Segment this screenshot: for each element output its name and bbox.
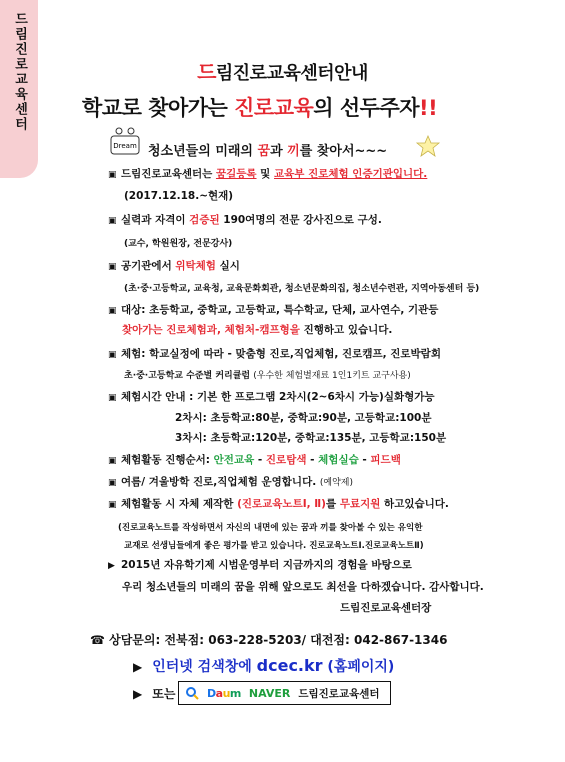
web-a: 인터넷 검색창에 xyxy=(152,659,257,675)
line-5 xyxy=(108,259,240,274)
headline-part-a: 학교로 찾아가는 xyxy=(82,96,235,120)
l3a: 실력과 자격이 xyxy=(121,214,190,226)
l3b: 검증된 xyxy=(189,214,220,226)
l14g: - xyxy=(358,454,371,466)
naver-logo: NAVER xyxy=(248,686,291,700)
star-icon xyxy=(412,135,444,157)
title-first-char: 드 xyxy=(197,60,216,84)
triangle-bullet-icon: ▶ xyxy=(133,687,143,701)
headline-part-c: 의 선두주자 xyxy=(313,96,420,120)
sub-a: 청소년들의 미래의 xyxy=(148,144,258,159)
l15a: 여름/ 겨울방학 진로,직업체험 운영합니다. xyxy=(121,476,320,488)
line-19 xyxy=(108,558,412,573)
l5c: 실시 xyxy=(215,260,240,272)
headline-part-d: !! xyxy=(419,96,438,120)
line-4: (교수, 학원원장, 전문강사) xyxy=(124,239,233,249)
search-term: 드림진로교육센터 xyxy=(298,687,380,700)
l7: 대상: 초등학교, 중학교, 고등학교, 특수학교, 단체, 교사연수, 기관등 xyxy=(121,304,439,316)
square-bullet-icon: ▣ xyxy=(108,478,117,488)
daum-u: u xyxy=(222,686,230,700)
dream-character-icon xyxy=(108,124,142,158)
website-url[interactable]: dcec.kr xyxy=(256,656,323,675)
line-17: (진로교육노트를 작성하면서 자신의 내면에 있는 꿈과 끼를 찾아볼 수 있는 유익한 xyxy=(118,523,423,533)
square-bullet-icon: ▣ xyxy=(108,170,117,180)
l3c: 190여명의 전문 강사진으로 구성. xyxy=(219,214,382,226)
line-3 xyxy=(108,213,382,228)
l14d: 진로탐색 xyxy=(265,454,307,466)
square-bullet-icon: ▣ xyxy=(108,456,117,466)
l16a: 체험활동 시 자체 제작한 xyxy=(121,498,238,510)
l8b: 진행하고 있습니다. xyxy=(299,324,393,336)
line-13: 3차시: 초등학교:120분, 중학교:135분, 고등학교:150분 xyxy=(175,432,447,444)
or-label: 또는 xyxy=(152,687,176,701)
daum-logo xyxy=(207,687,241,700)
l14f: 체험실습 xyxy=(318,454,359,466)
line-15 xyxy=(108,475,353,490)
l19: 2015년 자유학기제 시범운영부터 지금까지의 경험을 바탕으로 xyxy=(121,559,412,571)
sub-b: 꿈 xyxy=(257,144,271,159)
line-12: 2차시: 초등학교:80분, 중학교:90분, 고등학교:100분 xyxy=(175,412,432,424)
contact-info: ☎ 상담문의: 전북점: 063-228-5203/ 대전점: 042-867-1346 xyxy=(90,633,448,647)
daum-m: m xyxy=(229,686,241,700)
line-16 xyxy=(108,497,449,512)
square-bullet-icon: ▣ xyxy=(108,350,117,360)
l14e: - xyxy=(306,454,319,466)
line-7 xyxy=(108,303,438,318)
l11: 체험시간 안내 : 기본 한 프로그램 2차시(2~6차시 가능)실화형가능 xyxy=(121,391,435,403)
square-bullet-icon: ▣ xyxy=(108,216,117,226)
daum-a: a xyxy=(215,686,223,700)
line-10 xyxy=(124,369,411,383)
or-line xyxy=(133,685,175,702)
line-14 xyxy=(108,453,401,468)
l16e: 하고있습니다. xyxy=(380,498,449,510)
sub-c: 과 xyxy=(270,144,288,159)
l14a: 체험활동 진행순서: xyxy=(121,454,214,466)
l14c: - xyxy=(254,454,266,466)
l9: 체험: 학교실정에 따라 - 맞춤형 진로,직업체험, 진로캠프, 진로박람회 xyxy=(121,348,441,360)
sub-e: 를 찾아서~~~ xyxy=(299,144,388,159)
headline xyxy=(82,92,437,122)
sub-d: 끼 xyxy=(287,144,300,159)
title-rest: 림진로교육센터안내 xyxy=(215,63,368,84)
line-20: 우리 청소년들의 미래의 꿈을 위해 앞으로도 최선을 다하겠습니다. 감사합니다. xyxy=(122,581,484,593)
l8a: 찾아가는 진로체험과, 체험처-캠프형을 xyxy=(122,324,300,336)
side-tab-label: 드림진로교육센터 xyxy=(12,12,27,132)
headline-part-b: 진로교육 xyxy=(234,96,314,120)
l16c: 를 xyxy=(326,498,340,510)
l10b: (우수한 체험별재료 1인1키트 교구사용) xyxy=(253,371,411,381)
square-bullet-icon: ▣ xyxy=(108,306,117,316)
l1c: 및 xyxy=(256,168,274,180)
l14h: 피드백 xyxy=(370,454,401,466)
web-c: (홈페이지) xyxy=(322,659,395,675)
l1b: 꿈길등록 xyxy=(215,168,257,180)
l1d: 교육부 진로체험 인증기관입니다. xyxy=(274,168,428,180)
page-title xyxy=(0,56,565,85)
daum-d: D xyxy=(207,686,216,700)
line-6: (초·중·고등학교, 교육청, 교육문화회관, 청소년문화의집, 청소년수련관, 지역아동센터 등) xyxy=(124,284,480,294)
l16b: (진로교육노트Ⅰ, Ⅱ) xyxy=(237,498,326,510)
line-1 xyxy=(108,167,427,182)
line-8 xyxy=(122,323,392,337)
l16d: 무료지원 xyxy=(339,498,381,510)
l15b: (예약제) xyxy=(319,478,353,488)
search-icon xyxy=(185,686,199,700)
search-box[interactable] xyxy=(178,681,391,705)
side-tab xyxy=(0,0,38,178)
square-bullet-icon: ▣ xyxy=(108,262,117,272)
line-18: 교재로 선생님들에게 좋은 평가를 받고 있습니다. 진로교육노트Ⅰ.진로교육노트Ⅱ) xyxy=(124,541,424,551)
line-9 xyxy=(108,347,441,362)
subtitle xyxy=(148,140,387,159)
line-11 xyxy=(108,390,435,405)
square-bullet-icon: ▣ xyxy=(108,393,117,403)
l14b: 안전교육 xyxy=(213,454,255,466)
triangle-bullet-icon: ▶ xyxy=(108,561,115,571)
line-2: (2017.12.18.~현재) xyxy=(124,190,234,202)
square-bullet-icon: ▣ xyxy=(108,500,117,510)
l5b: 위탁체험 xyxy=(175,260,216,272)
signature: 드림진로교육센터장 xyxy=(340,602,432,614)
l5a: 공기관에서 xyxy=(121,260,176,272)
l10a: 초·중·고등학교 수준별 커리큘럼 xyxy=(124,371,254,381)
triangle-bullet-icon: ▶ xyxy=(133,660,143,674)
website-line xyxy=(133,656,394,676)
l1a: 드림진로교육센터는 xyxy=(121,168,216,180)
dream-label: Dream xyxy=(113,142,137,150)
